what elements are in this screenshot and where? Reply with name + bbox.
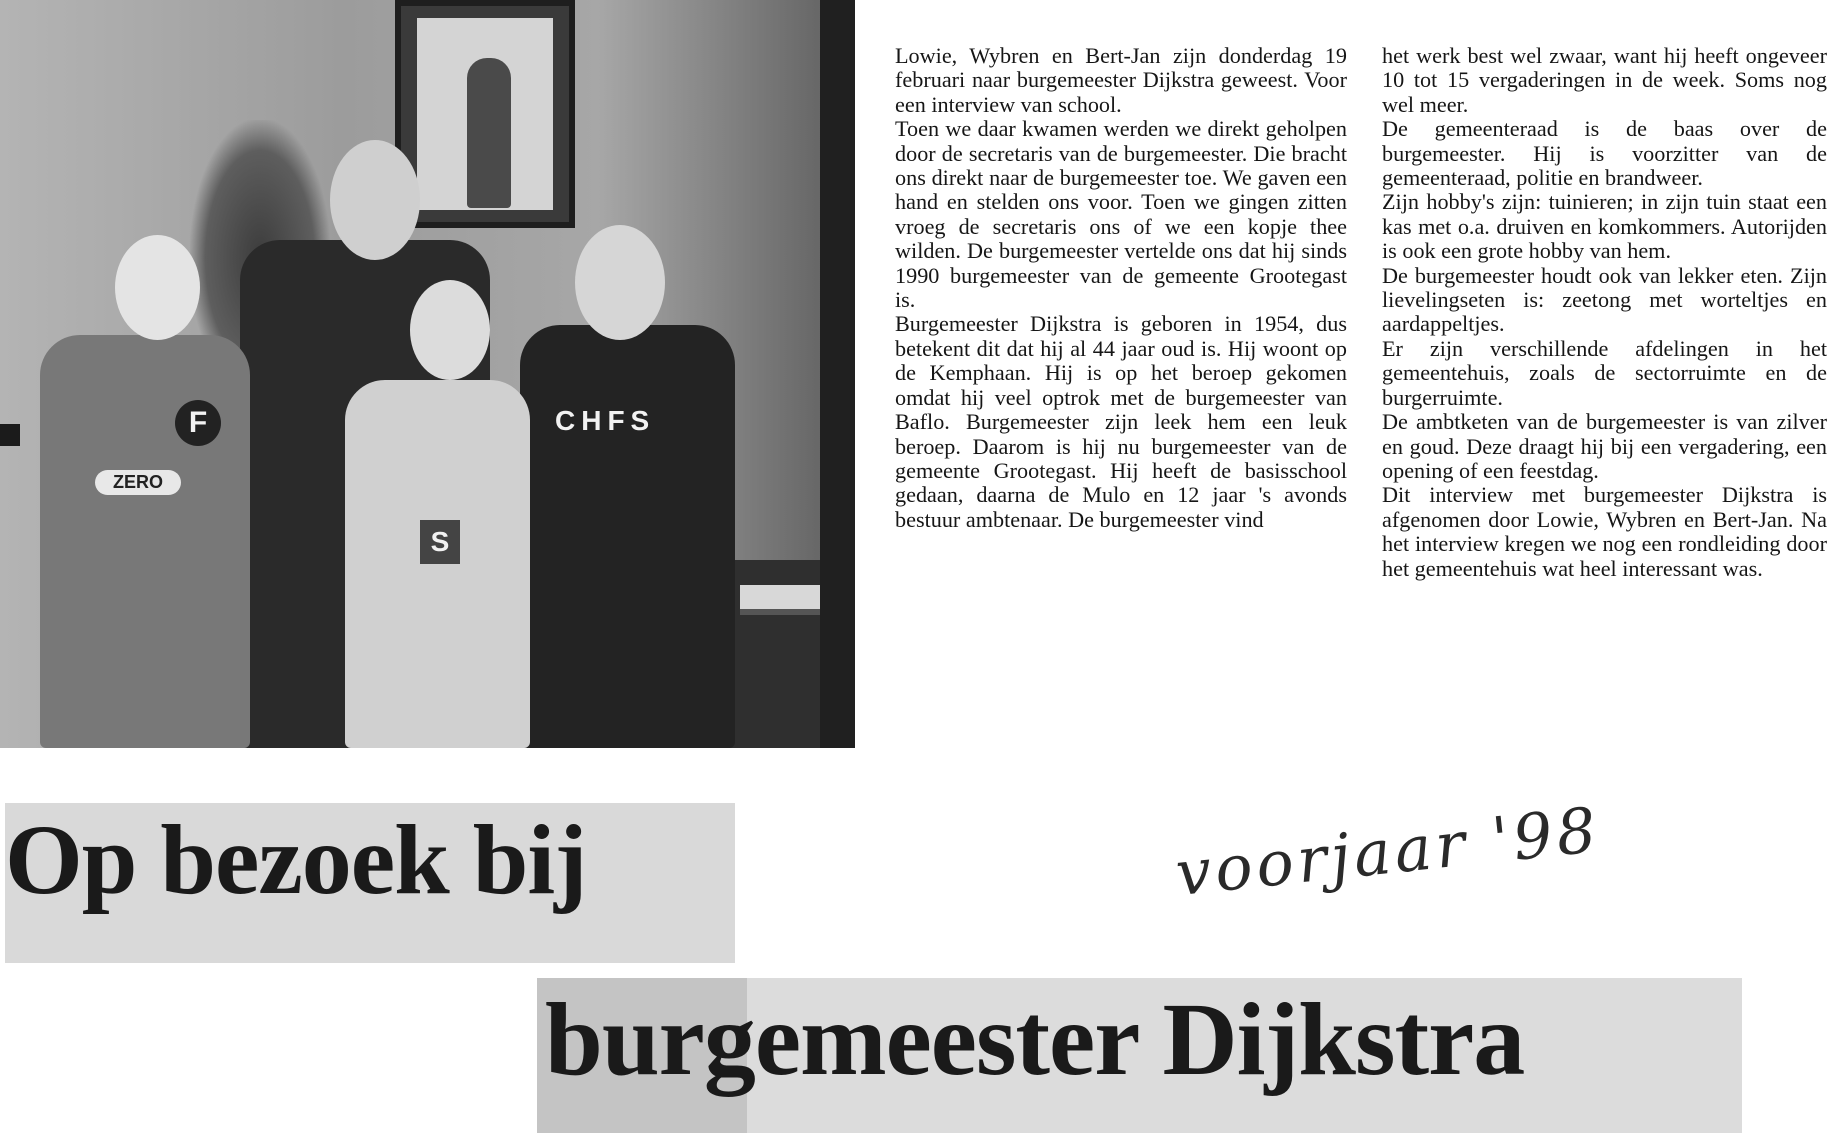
boy-right-head (575, 225, 665, 340)
shirt-text-chfs: CHFS (555, 405, 656, 436)
paragraph: Dit interview met burgemeester Dijkstra is afgenomen door Lowie, Wybren en Bert-Jan. Na het interview kregen we nog een rondleiding door het gemeentehuis wat heel interessant was. (1382, 482, 1827, 581)
paragraph: Zijn hobby's zijn: tuinieren; in zijn tuin staat een kas met o.a. druiven en komkommers. Autorijden is ook een grote hobby van hem. (1382, 189, 1827, 264)
paragraph: Toen we daar kwamen werden we direkt geholpen door de secretaris van de burgemeester. Die bracht ons direkt naar de burgemeester toe. We gaven een hand en stelden ons voor. Toen we gingen zitten vroeg de secretaris ons of we een kopje thee wilden. De burgemeester vertelde ons dat hij sinds 1990 burgemeester van de gemeente Grootegast is. (895, 116, 1347, 313)
framed-portrait-figure (467, 58, 511, 208)
headline-line-1: Op bezoek bij (5, 804, 587, 915)
paragraph: Lowie, Wybren en Bert-Jan zijn donderdag 19 februari naar burgemeester Dijkstra geweest. Voor een interview van school. (895, 43, 1347, 117)
mayor-head (330, 140, 420, 260)
paragraph: het werk best wel zwaar, want hij heeft ongeveer 10 tot 15 vergaderingen in de week. Soms nog wel meer. (1382, 43, 1827, 117)
boy-right-figure (520, 325, 735, 748)
shirt-logo-f: F (175, 400, 221, 446)
handwritten-date-note: voorjaar '98 (1172, 792, 1604, 911)
boy-left-head (115, 235, 200, 340)
paragraph: Burgemeester Dijkstra is geboren in 1954, dus betekent dit dat hij al 44 jaar oud is. Hij woont op de Kemphaan. Hij is op het beroep gekomen omdat hij veel optrok met de burgemeester van Baflo. Burgemeester zijn leek hem een leuk beroep. Daarom is hij nu burgemeester van de gemeente Grootegast. Hij heeft de basisschool gedaan, daarna de Mulo en 12 jaar 's avonds bestuur ambtenaar. De burgemeester vind (895, 311, 1347, 532)
shirt-logo-s: S (420, 520, 460, 564)
paragraph: Er zijn verschillende afdelingen in het gemeentehuis, zoals de sectorruimte en de burgerruimte. (1382, 335, 1827, 410)
article-column-left (895, 44, 1347, 764)
paragraph: De burgemeester houdt ook van lekker eten. Zijn lievelingseten is: zeetong met worteltjes en aardappeltjes. (1382, 262, 1827, 337)
paragraph: De gemeenteraad is de baas over de burgemeester. Hij is voorzitter van de gemeenteraad, politie en brandweer. (1382, 116, 1827, 191)
article-column-right (1382, 44, 1827, 764)
framed-portrait (395, 0, 575, 228)
boy-middle-head (410, 280, 490, 380)
article-photo (0, 0, 855, 748)
headline-line-2: burgemeester Dijkstra (545, 982, 1525, 1097)
shirt-text-zero: ZERO (95, 470, 181, 495)
photo-shadow (820, 0, 855, 748)
clipping-edge-mark (0, 424, 20, 446)
paragraph: De ambtketen van de burgemeester is van zilver en goud. Deze draagt hij bij een vergadering, een opening of een feestdag. (1382, 409, 1827, 483)
framed-portrait-canvas (417, 18, 553, 210)
boy-middle-figure (345, 380, 530, 748)
boy-left-figure (40, 335, 250, 748)
